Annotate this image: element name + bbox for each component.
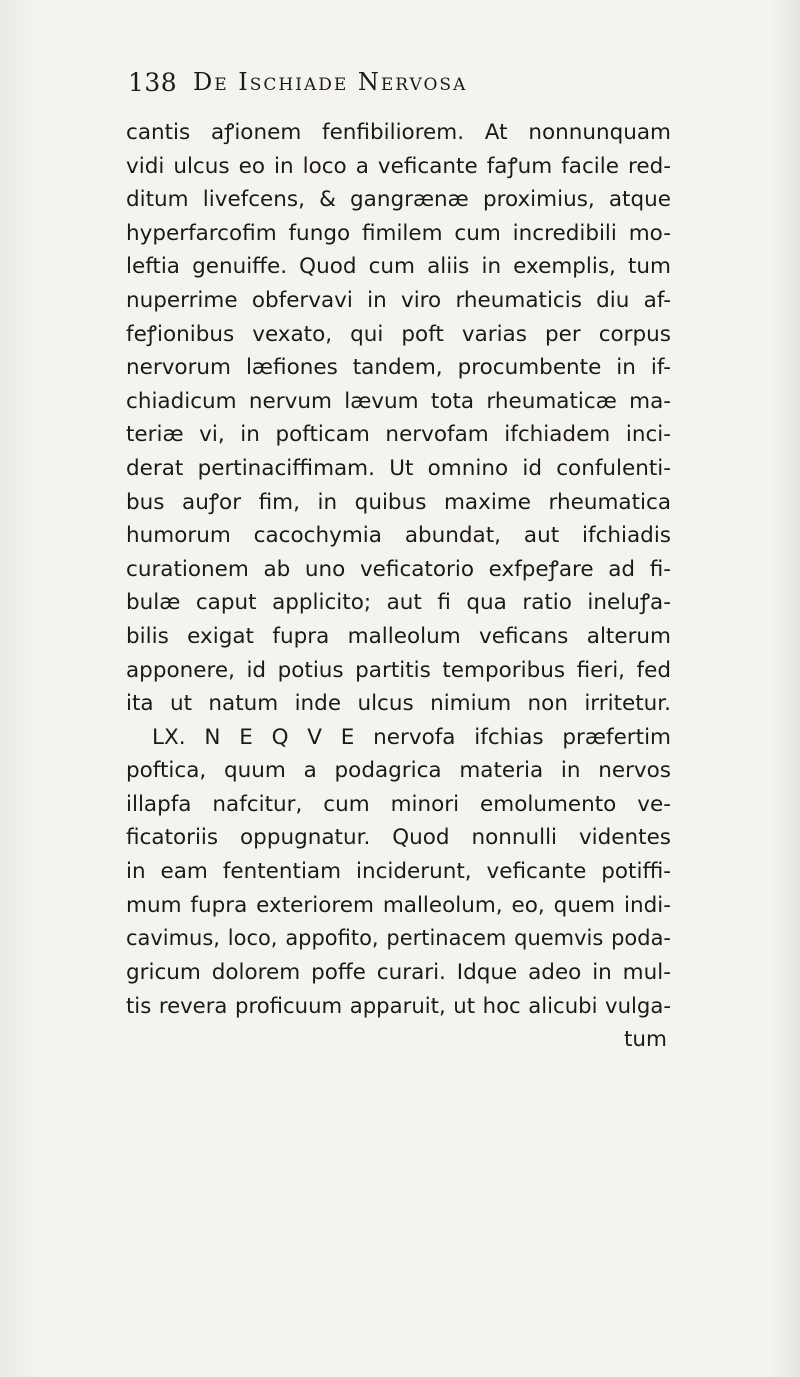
- text-line: nervorum læfiones tandem, procumbente in if-: [126, 355, 671, 381]
- page-number: 138: [128, 68, 178, 97]
- catchword: tum: [624, 1027, 667, 1053]
- text-line: vidi ulcus eo in loco a veficante faꝭum facile red-: [126, 153, 671, 179]
- section-start-line: LX. N E Q V E nervofa ifchias præfertim: [152, 724, 671, 750]
- text-line: derat pertinaciffimam. Ut omnino id confulenti-: [126, 455, 671, 481]
- text-line: cavimus, loco, appofito, pertinacem quemvis poda-: [126, 926, 671, 951]
- text-line: teriæ vi, in pofticam nervofam ifchiadem inci-: [126, 422, 671, 448]
- text-line: illapfa nafcitur, cum minori emolumento ve-: [126, 791, 671, 817]
- text-line: cantis aꝭionem fenfibiliorem. At nonnunquam: [126, 120, 671, 145]
- text-line: curationem ab uno veficatorio exfpeꝭare ad fi-: [126, 556, 671, 582]
- text-line: bus auꝭor fim, in quibus maxime rheumatica: [126, 489, 671, 515]
- text-line: nuperrime obfervavi in viro rheumaticis diu af-: [126, 287, 671, 313]
- text-line: humorum cacochymia abundat, aut ifchiadis: [126, 523, 671, 549]
- text-line: in eam fententiam inciderunt, veficante potiffi-: [126, 859, 671, 885]
- text-line: bilis exigat fupra malleolum veficans alterum: [126, 623, 671, 649]
- text-line: leftia genuiffe. Quod cum aliis in exemplis, tum: [126, 254, 671, 280]
- text-line: hyperfarcofim fungo fimilem cum incredibili mo-: [126, 220, 671, 246]
- text-line: bulæ caput applicito; aut fi qua ratio ineluꝭa-: [126, 590, 671, 616]
- page-header: [128, 68, 668, 108]
- text-line: mum fupra exteriorem malleolum, eo, quem indi-: [126, 892, 671, 918]
- text-line: tis revera proficuum apparuit, ut hoc alicubi vulga-: [126, 993, 671, 1019]
- text-line: gricum dolorem poffe curari. Idque adeo in mul-: [126, 959, 671, 985]
- text-line: feꝭionibus vexato, qui poft varias per corpus: [126, 321, 671, 347]
- text-line: ficatoriis oppugnatur. Quod nonnulli videntes: [126, 825, 671, 851]
- text-line: chiadicum nervum lævum tota rheumaticæ ma-: [126, 388, 671, 414]
- text-line: ita ut natum inde ulcus nimium non irritetur.: [126, 691, 671, 717]
- running-head: De Ischiade Nervosa: [193, 68, 468, 96]
- text-line: apponere, id potius partitis temporibus fieri, fed: [126, 657, 671, 683]
- text-line: ditum livefcens, & gangrænæ proximius, atque: [126, 187, 671, 213]
- text-line: poftica, quum a podagrica materia in nervos: [126, 758, 671, 784]
- body-text: [126, 116, 671, 1057]
